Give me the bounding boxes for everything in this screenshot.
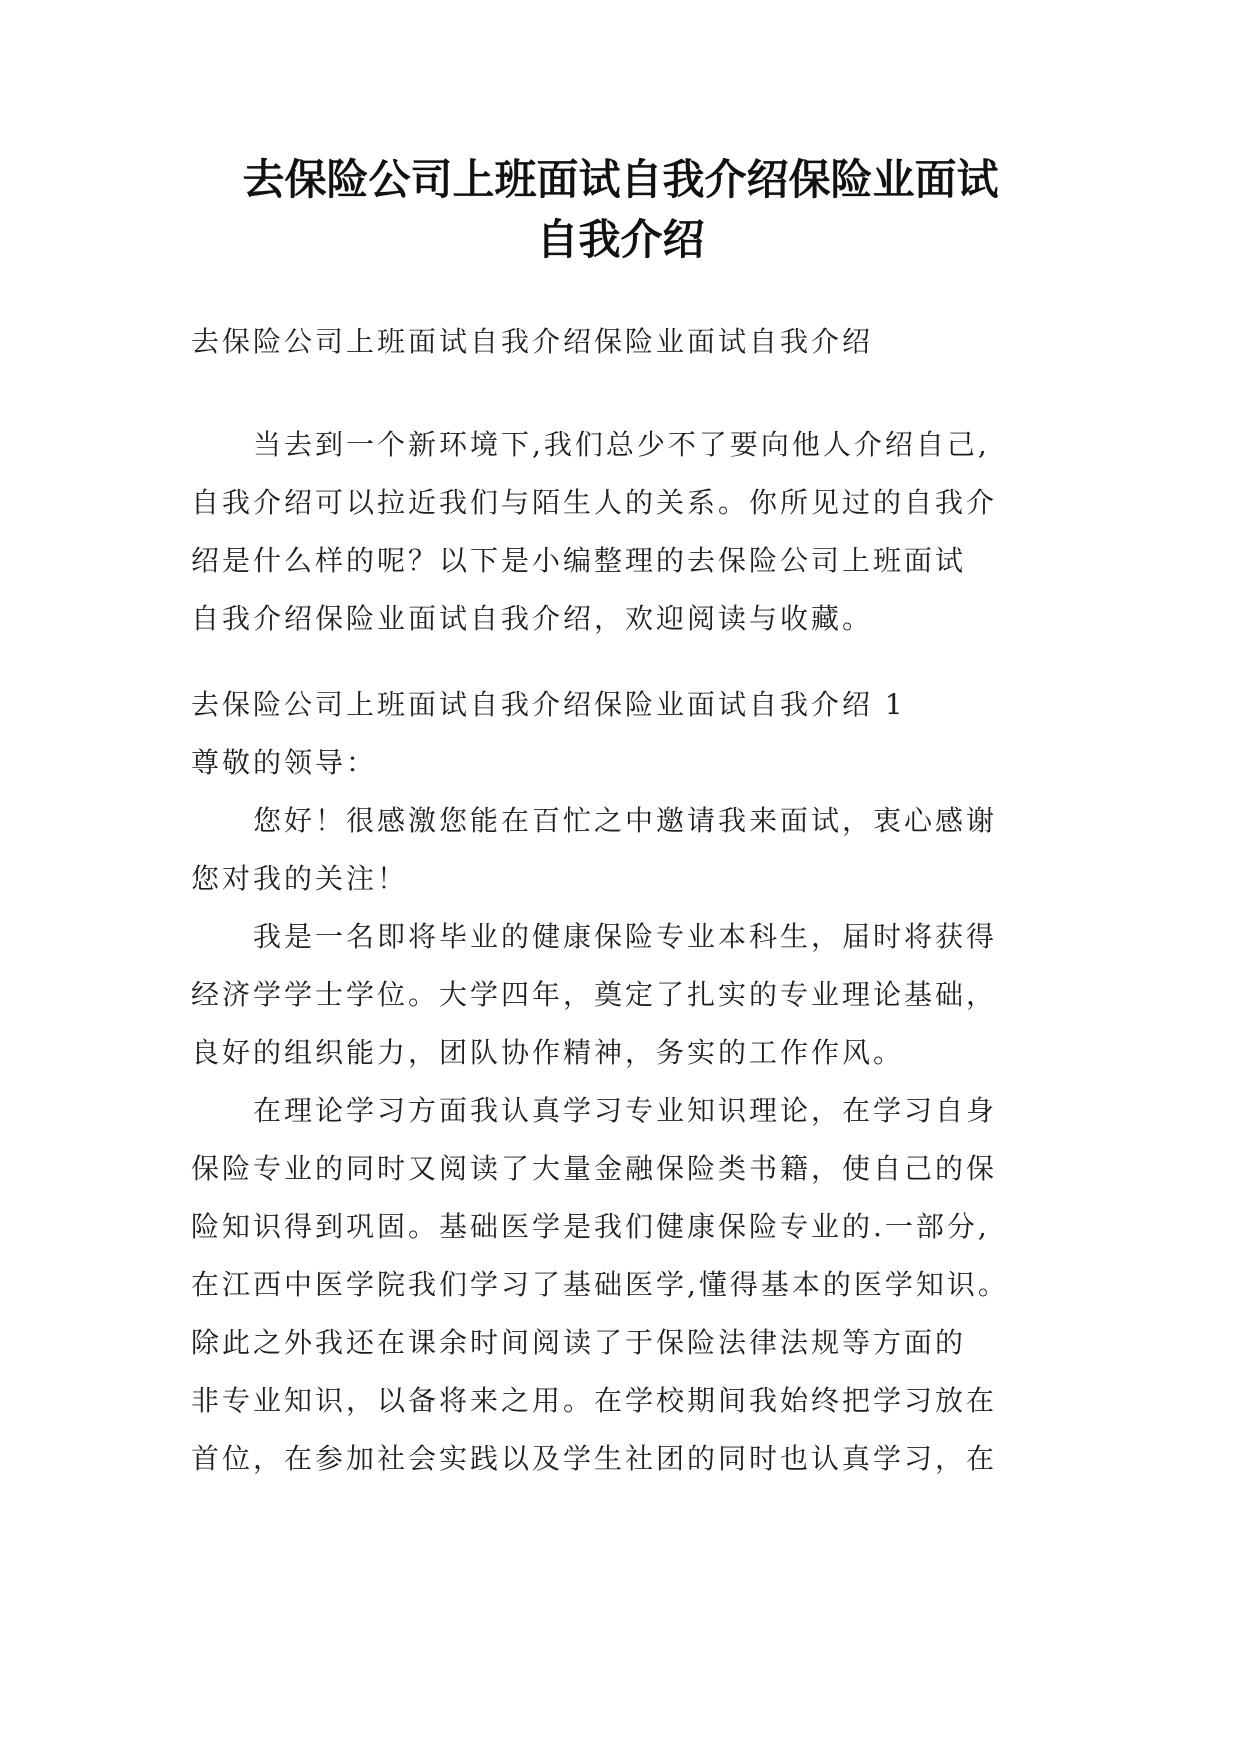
para3-line-3: 险知识得到巩固。基础医学是我们健康保险专业的.一部分,: [191, 1210, 990, 1243]
intro-line-2: 自我介绍可以拉近我们与陌生人的关系。你所见过的自我介: [191, 486, 998, 519]
para1-line-2: 您对我的关注！: [191, 862, 409, 895]
para2-line-3: 良好的组织能力，团队协作精神，务实的工作作风。: [191, 1036, 905, 1069]
para2-line-1: 我是一名即将毕业的健康保险专业本科生，届时将获得: [253, 920, 998, 953]
subtitle-block: [191, 313, 1061, 371]
salutation: 尊敬的领导：: [191, 746, 378, 779]
title-line-1: 去保险公司上班面试自我介绍保险业面试: [242, 155, 999, 204]
page-title: [160, 150, 1081, 270]
para3-line-4: 在江西中医学院我们学习了基础医学,懂得基本的医学知识。: [191, 1268, 1009, 1301]
para3-line-1: 在理论学习方面我认真学习专业知识理论，在学习自身: [253, 1094, 998, 1127]
intro-line-4: 自我介绍保险业面试自我介绍，欢迎阅读与收藏。: [191, 602, 874, 635]
para3-line-6: 非专业知识，以备将来之用。在学校期间我始终把学习放在: [191, 1384, 998, 1417]
intro-paragraph: [191, 416, 1061, 648]
para2-line-2: 经济学学士学位。大学四年，奠定了扎实的专业理论基础，: [191, 978, 998, 1011]
para1-line-1: 您好！很感激您能在百忙之中邀请我来面试，衷心感谢: [253, 804, 998, 837]
para3-line-7: 首位，在参加社会实践以及学生社团的同时也认真学习，在: [191, 1442, 998, 1475]
subtitle: 去保险公司上班面试自我介绍保险业面试自我介绍: [191, 325, 874, 358]
section-heading: 去保险公司上班面试自我介绍保险业面试自我介绍 1: [191, 688, 906, 721]
letter-body: [191, 676, 1061, 1488]
para3-line-5: 除此之外我还在课余时间阅读了于保险法律法规等方面的: [191, 1326, 967, 1359]
para3-line-2: 保险专业的同时又阅读了大量金融保险类书籍，使自己的保: [191, 1152, 998, 1185]
title-line-2: 自我介绍: [536, 215, 705, 264]
intro-line-3: 绍是什么样的呢？以下是小编整理的去保险公司上班面试: [191, 544, 967, 577]
intro-line-1: 当去到一个新环境下,我们总少不了要向他人介绍自己,: [253, 428, 990, 461]
